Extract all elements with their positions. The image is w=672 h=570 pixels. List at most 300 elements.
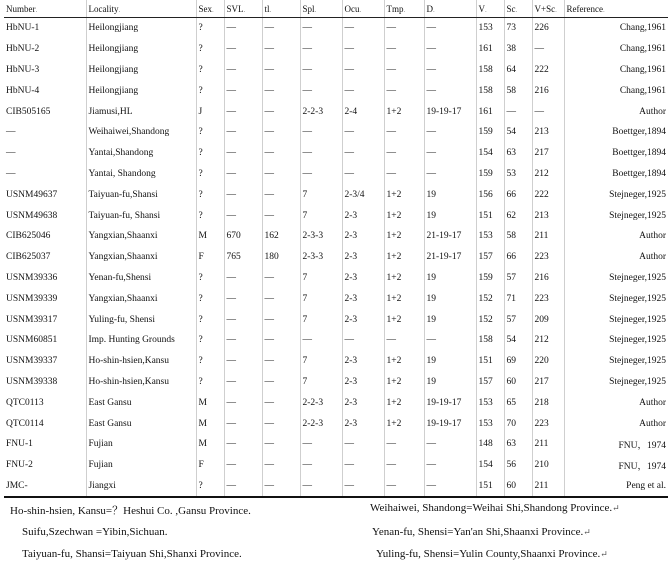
header-tmp <box>384 0 424 18</box>
cell-mark: . <box>118 5 121 14</box>
cell-vsc: 216 <box>532 268 564 289</box>
cell-ocu: — <box>342 39 384 60</box>
cell-d: — <box>424 476 476 498</box>
cell-d: — <box>424 18 476 39</box>
cell-sc: 66 <box>504 184 532 205</box>
note-taiyuan <box>22 548 242 560</box>
cell-vsc: 209 <box>532 309 564 330</box>
cell-ocu: 2-3/4 <box>342 184 384 205</box>
cell-spl: — <box>300 455 342 476</box>
cell-d: 19-19-17 <box>424 101 476 122</box>
cell-locality: Taiyuan-fu,Shansi <box>86 184 196 205</box>
cell-tmp: — <box>384 434 424 455</box>
return-mark: ↵ <box>600 549 608 559</box>
cell-v: 158 <box>476 330 504 351</box>
cell-ocu: — <box>342 122 384 143</box>
cell-v: 151 <box>476 205 504 226</box>
cell-svl: — <box>224 122 262 143</box>
cell-v: 154 <box>476 143 504 164</box>
cell-tmp: 1+2 <box>384 413 424 434</box>
header-svl <box>224 0 262 18</box>
cell-sex: ? <box>196 184 224 205</box>
cell-reference: Chang,1961 <box>619 44 666 55</box>
cell-number: JMC- <box>4 476 86 498</box>
cell-reference: Stejneger,1925 <box>609 314 666 325</box>
cell-locality: Yuling-fu, Shensi <box>86 309 196 330</box>
cell-vsc: 222 <box>532 184 564 205</box>
cell-ocu: — <box>342 80 384 101</box>
cell-spl: — <box>300 434 342 455</box>
cell-ocu: 2-3 <box>342 288 384 309</box>
cell-svl: — <box>224 39 262 60</box>
cell-svl: — <box>224 18 262 39</box>
cell-locality: Yenan-fu,Shensi <box>86 268 196 289</box>
cell-vsc: 218 <box>532 392 564 413</box>
table-row <box>4 143 668 164</box>
cell-sc: 71 <box>504 288 532 309</box>
table-row <box>4 39 668 60</box>
cell-reference: Chang,1961 <box>619 64 666 75</box>
note-hoshin <box>10 502 251 518</box>
cell-v: 161 <box>476 39 504 60</box>
cell-tmp: — <box>384 80 424 101</box>
cell-d: — <box>424 122 476 143</box>
header-label: Ocu <box>344 3 360 14</box>
cell-tmp: — <box>384 164 424 185</box>
cell-sex: M <box>196 434 224 455</box>
cell-vsc: 223 <box>532 413 564 434</box>
cell-spl: — <box>300 18 342 39</box>
cell-spl: 2-2-3 <box>300 413 342 434</box>
cell-tl: — <box>262 60 300 81</box>
cell-number: — <box>4 164 86 185</box>
cell-vsc: 211 <box>532 434 564 455</box>
note-text: Yuling-fu, Shensi=Yulin County,Shaanxi Province. <box>376 548 601 560</box>
cell-number: FNU-1 <box>4 434 86 455</box>
cell-ocu: 2-3 <box>342 205 384 226</box>
cell-sex: ? <box>196 164 224 185</box>
cell-sc: 57 <box>504 268 532 289</box>
note-text: Ho-shin-hsien, Kansu=？Heshui Co. ,Gansu Province. <box>10 505 251 517</box>
cell-sc: 38 <box>504 39 532 60</box>
cell-ocu: 2-3 <box>342 268 384 289</box>
cell-d: — <box>424 60 476 81</box>
cell-spl: — <box>300 39 342 60</box>
table-row <box>4 60 668 81</box>
table-row <box>4 268 668 289</box>
header-d <box>424 0 476 18</box>
cell-tmp: 1+2 <box>384 226 424 247</box>
table-row <box>4 455 668 476</box>
cell-svl: — <box>224 455 262 476</box>
cell-d: — <box>424 330 476 351</box>
cell-number: QTC0113 <box>4 392 86 413</box>
cell-svl: — <box>224 143 262 164</box>
cell-reference: Chang,1961 <box>619 23 666 34</box>
cell-mark: . <box>485 5 487 14</box>
cell-number: USNM39337 <box>4 351 86 372</box>
cell-locality: Taiyuan-fu, Shansi <box>86 205 196 226</box>
cell-tmp: — <box>384 122 424 143</box>
table-row <box>4 392 668 413</box>
cell-v: 159 <box>476 122 504 143</box>
table-row <box>4 205 668 226</box>
header-sc <box>504 0 532 18</box>
note-text: Taiyuan-fu, Shansi=Taiyuan Shi,Shanxi Province. <box>22 548 242 560</box>
cell-tl: — <box>262 164 300 185</box>
cell-sex: ? <box>196 476 224 498</box>
table-row <box>4 18 668 39</box>
cell-spl: — <box>300 143 342 164</box>
cell-reference: Stejneger,1925 <box>609 376 666 387</box>
cell-sex: ? <box>196 80 224 101</box>
note-weihaiwei <box>370 502 620 514</box>
header-v <box>476 0 504 18</box>
cell-vsc: 223 <box>532 247 564 268</box>
cell-d: — <box>424 164 476 185</box>
cell-reference: Boettger,1894 <box>612 148 666 159</box>
cell-ocu: 2-4 <box>342 101 384 122</box>
locality-notes <box>0 497 672 569</box>
note-suifu <box>22 526 168 538</box>
header-label: V+Sc <box>534 3 556 14</box>
cell-locality: Ho-shin-hsien,Kansu <box>86 351 196 372</box>
cell-number: QTC0114 <box>4 413 86 434</box>
cell-sc: 53 <box>504 164 532 185</box>
cell-locality: Yangxian,Shaanxi <box>86 226 196 247</box>
cell-spl: 7 <box>300 309 342 330</box>
cell-svl: — <box>224 476 262 498</box>
cell-v: 154 <box>476 455 504 476</box>
cell-tl: — <box>262 434 300 455</box>
cell-mark: . <box>433 5 435 14</box>
cell-number: USNM60851 <box>4 330 86 351</box>
cell-mark: . <box>314 5 317 14</box>
cell-tl: — <box>262 351 300 372</box>
cell-spl: 7 <box>300 288 342 309</box>
cell-tmp: 1+2 <box>384 184 424 205</box>
cell-tmp: — <box>384 18 424 39</box>
cell-sex: ? <box>196 39 224 60</box>
cell-vsc: 211 <box>532 476 564 498</box>
table-row <box>4 309 668 330</box>
cell-sc: 73 <box>504 18 532 39</box>
cell-sex: ? <box>196 268 224 289</box>
cell-mark: . <box>555 5 557 14</box>
cell-tmp: — <box>384 476 424 498</box>
cell-sex: M <box>196 413 224 434</box>
cell-v: 151 <box>476 476 504 498</box>
cell-ocu: — <box>342 476 384 498</box>
cell-sc: 58 <box>504 226 532 247</box>
cell-tmp: — <box>384 39 424 60</box>
cell-spl: — <box>300 164 342 185</box>
cell-number: CIB625046 <box>4 226 86 247</box>
cell-number: CIB505165 <box>4 101 86 122</box>
cell-sc: 60 <box>504 476 532 498</box>
cell-vsc: 213 <box>532 122 564 143</box>
cell-v: 153 <box>476 18 504 39</box>
header-label: Spl <box>302 3 315 14</box>
cell-spl: 2-3-3 <box>300 226 342 247</box>
note-yenan <box>372 526 591 538</box>
cell-reference: Stejneger,1925 <box>609 356 666 367</box>
cell-svl: — <box>224 392 262 413</box>
cell-sex: ? <box>196 372 224 393</box>
cell-svl: — <box>224 372 262 393</box>
cell-tl: — <box>262 455 300 476</box>
header-tl <box>262 0 300 18</box>
cell-number: USNM49638 <box>4 205 86 226</box>
cell-spl: 2-3-3 <box>300 247 342 268</box>
cell-svl: — <box>224 60 262 81</box>
cell-reference: Author <box>639 106 666 117</box>
cell-tl: — <box>262 80 300 101</box>
header-label: Locality <box>88 3 119 14</box>
cell-locality: Yangxian,Shaanxi <box>86 247 196 268</box>
cell-mark: . <box>212 5 214 14</box>
cell-locality: Jiangxi <box>86 476 196 498</box>
cell-d: 21-19-17 <box>424 247 476 268</box>
cell-locality: Heilongjiang <box>86 80 196 101</box>
header-vsc <box>532 0 564 18</box>
cell-d: 19 <box>424 351 476 372</box>
cell-svl: — <box>224 434 262 455</box>
table-row <box>4 476 668 498</box>
table-body <box>4 18 668 498</box>
cell-ocu: 2-3 <box>342 309 384 330</box>
cell-spl: — <box>300 80 342 101</box>
cell-number: USNM49637 <box>4 184 86 205</box>
cell-d: — <box>424 455 476 476</box>
cell-tl: — <box>262 143 300 164</box>
cell-reference: Peng et al. <box>564 476 668 498</box>
cell-tmp: 1+2 <box>384 351 424 372</box>
cell-ocu: — <box>342 455 384 476</box>
cell-d: 21-19-17 <box>424 226 476 247</box>
cell-reference: Boettger,1894 <box>612 168 666 179</box>
cell-svl: — <box>224 351 262 372</box>
cell-vsc: 212 <box>532 330 564 351</box>
cell-number: HbNU-3 <box>4 60 86 81</box>
cell-number: HbNU-1 <box>4 18 86 39</box>
table-row <box>4 372 668 393</box>
table-row <box>4 288 668 309</box>
cell-tmp: 1+2 <box>384 205 424 226</box>
cell-tl: — <box>262 184 300 205</box>
cell-mark: . <box>35 5 38 14</box>
cell-reference: FNU，1974 <box>618 441 666 452</box>
cell-tl: 162 <box>262 226 300 247</box>
cell-d: 19 <box>424 268 476 289</box>
cell-ocu: — <box>342 60 384 81</box>
header-number <box>4 0 86 18</box>
cell-tl: — <box>262 288 300 309</box>
cell-spl: — <box>300 330 342 351</box>
table-header-row <box>4 0 668 18</box>
table-row <box>4 184 668 205</box>
cell-locality: Yantai,Shandong <box>86 143 196 164</box>
cell-sex: ? <box>196 122 224 143</box>
cell-sex: ? <box>196 143 224 164</box>
cell-tl: — <box>262 39 300 60</box>
cell-sex: ? <box>196 309 224 330</box>
cell-sc: — <box>504 101 532 122</box>
cell-svl: 670 <box>224 226 262 247</box>
cell-locality: Jiamusi,HL <box>86 101 196 122</box>
cell-svl: — <box>224 413 262 434</box>
cell-sex: F <box>196 247 224 268</box>
cell-tmp: 1+2 <box>384 268 424 289</box>
cell-reference: Stejneger,1925 <box>609 189 666 200</box>
cell-svl: — <box>224 330 262 351</box>
cell-sc: 58 <box>504 80 532 101</box>
return-mark: ↵ <box>612 503 620 513</box>
cell-d: 19 <box>424 205 476 226</box>
cell-spl: 7 <box>300 205 342 226</box>
cell-sex: ? <box>196 205 224 226</box>
cell-mark: . <box>403 5 406 14</box>
cell-tl: — <box>262 372 300 393</box>
cell-ocu: 2-3 <box>342 247 384 268</box>
table-row <box>4 226 668 247</box>
header-label: D <box>426 3 433 14</box>
cell-spl: — <box>300 476 342 498</box>
table-row <box>4 164 668 185</box>
cell-v: 158 <box>476 60 504 81</box>
cell-locality: Weihaiwei,Shandong <box>86 122 196 143</box>
cell-number: USNM39339 <box>4 288 86 309</box>
cell-svl: — <box>224 268 262 289</box>
cell-ocu: — <box>342 330 384 351</box>
cell-svl: 765 <box>224 247 262 268</box>
note-text: Suifu,Szechwan =Yibin,Sichuan. <box>22 526 168 538</box>
cell-tl: — <box>262 476 300 498</box>
cell-spl: — <box>300 122 342 143</box>
cell-v: 153 <box>476 413 504 434</box>
cell-v: 152 <box>476 309 504 330</box>
cell-tmp: 1+2 <box>384 101 424 122</box>
cell-reference: Author <box>639 252 666 263</box>
cell-mark: . <box>269 5 272 14</box>
note-text: Weihaiwei, Shandong=Weihai Shi,Shandong Province. <box>370 502 613 514</box>
cell-sc: 57 <box>504 309 532 330</box>
table-row <box>4 330 668 351</box>
cell-vsc: 212 <box>532 164 564 185</box>
cell-v: 157 <box>476 372 504 393</box>
table-row <box>4 351 668 372</box>
cell-locality: Yangxian,Shaanxi <box>86 288 196 309</box>
cell-number: — <box>4 122 86 143</box>
cell-tl: — <box>262 392 300 413</box>
header-label: Sc <box>506 3 516 14</box>
cell-tmp: 1+2 <box>384 372 424 393</box>
cell-mark: . <box>602 5 605 14</box>
cell-ocu: — <box>342 143 384 164</box>
cell-tl: — <box>262 122 300 143</box>
cell-tl: — <box>262 309 300 330</box>
cell-number: CIB625037 <box>4 247 86 268</box>
header-ocu <box>342 0 384 18</box>
cell-locality: Heilongjiang <box>86 18 196 39</box>
header-reference <box>564 0 668 18</box>
cell-sex: ? <box>196 288 224 309</box>
table-row <box>4 413 668 434</box>
cell-vsc: 222 <box>532 60 564 81</box>
cell-ocu: 2-3 <box>342 351 384 372</box>
note-yuling <box>376 548 608 560</box>
cell-number: USNM39317 <box>4 309 86 330</box>
cell-d: — <box>424 80 476 101</box>
cell-spl: 2-2-3 <box>300 392 342 413</box>
cell-locality: Imp. Hunting Grounds <box>86 330 196 351</box>
cell-vsc: 220 <box>532 351 564 372</box>
header-spl <box>300 0 342 18</box>
cell-ocu: 2-3 <box>342 226 384 247</box>
cell-vsc: 211 <box>532 226 564 247</box>
cell-number: — <box>4 143 86 164</box>
cell-number: HbNU-4 <box>4 80 86 101</box>
cell-v: 161 <box>476 101 504 122</box>
cell-ocu: 2-3 <box>342 372 384 393</box>
cell-spl: 7 <box>300 184 342 205</box>
header-locality <box>86 0 196 18</box>
cell-number: FNU-2 <box>4 455 86 476</box>
cell-tmp: 1+2 <box>384 309 424 330</box>
cell-d: — <box>424 143 476 164</box>
cell-d: 19-19-17 <box>424 392 476 413</box>
cell-svl: — <box>224 288 262 309</box>
cell-locality: Yantai, Shandong <box>86 164 196 185</box>
cell-locality: Heilongjiang <box>86 39 196 60</box>
cell-tmp: 1+2 <box>384 392 424 413</box>
cell-d: — <box>424 39 476 60</box>
return-mark: ↵ <box>583 527 591 537</box>
cell-sex: ? <box>196 351 224 372</box>
cell-v: 157 <box>476 247 504 268</box>
cell-spl: 2-2-3 <box>300 101 342 122</box>
cell-tmp: — <box>384 143 424 164</box>
table-row <box>4 101 668 122</box>
cell-number: USNM39338 <box>4 372 86 393</box>
cell-reference: Stejneger,1925 <box>609 335 666 346</box>
cell-v: 156 <box>476 184 504 205</box>
cell-svl: — <box>224 309 262 330</box>
cell-sc: 54 <box>504 330 532 351</box>
cell-svl: — <box>224 101 262 122</box>
cell-sc: 60 <box>504 372 532 393</box>
cell-svl: — <box>224 80 262 101</box>
header-label: Reference <box>566 3 603 14</box>
cell-d: 19 <box>424 184 476 205</box>
cell-v: 148 <box>476 434 504 455</box>
cell-v: 158 <box>476 80 504 101</box>
specimen-table <box>4 0 668 498</box>
cell-tl: — <box>262 330 300 351</box>
header-label: tl <box>264 3 270 14</box>
cell-sex: J <box>196 101 224 122</box>
cell-spl: 7 <box>300 372 342 393</box>
header-label: Tmp <box>386 3 404 14</box>
cell-tmp: — <box>384 330 424 351</box>
cell-v: 151 <box>476 351 504 372</box>
header-label: SVL <box>226 3 244 14</box>
cell-v: 159 <box>476 164 504 185</box>
cell-tmp: — <box>384 455 424 476</box>
cell-sex: ? <box>196 330 224 351</box>
cell-locality: Fujian <box>86 455 196 476</box>
cell-tl: — <box>262 101 300 122</box>
